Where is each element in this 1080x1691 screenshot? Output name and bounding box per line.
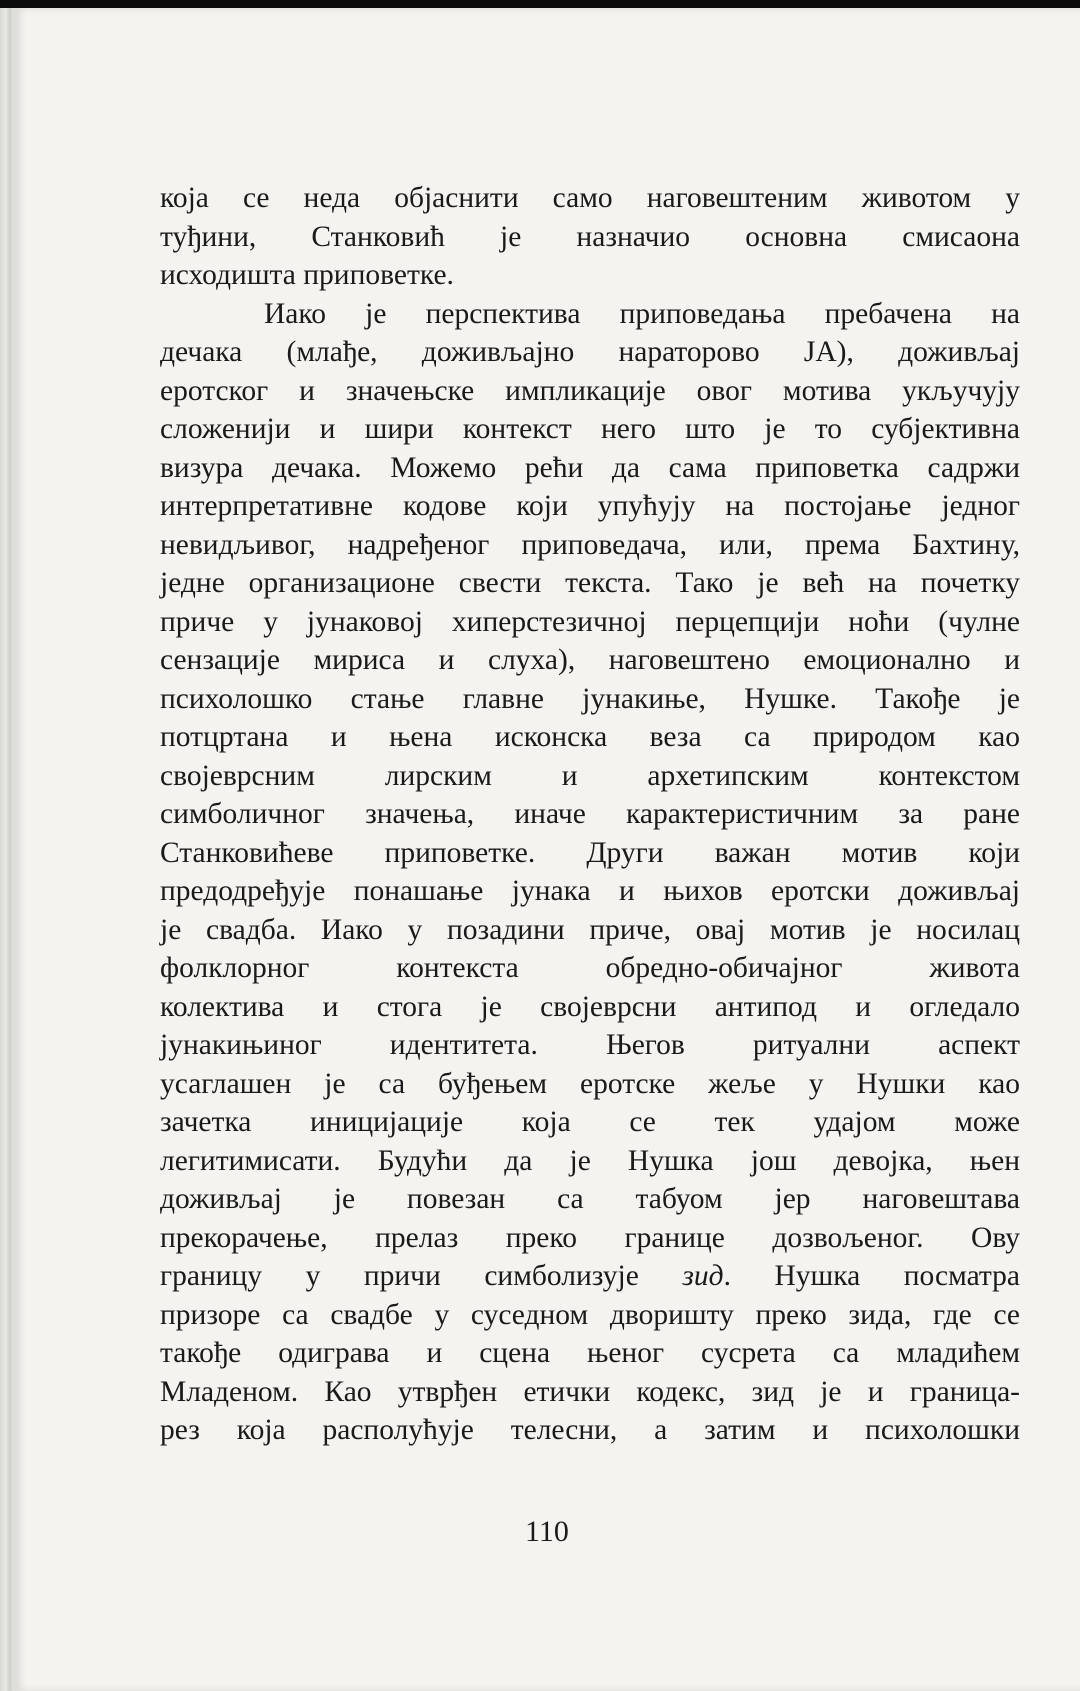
text-line: визура дечака. Можемо рећи да сама приповетка садржи [160, 451, 1020, 484]
body-text [160, 179, 1020, 1450]
page-number: 110 [525, 1515, 569, 1548]
text-line: дечака (млађе, доживљајно нараторово ЈА), доживљај [160, 336, 1020, 368]
text-line: невидљивог, надређеног приповедача, или, према Бахтину, [160, 528, 1020, 561]
text-line: Иако је перспектива приповедања пребачена на [264, 297, 1020, 330]
book-page [14, 8, 1080, 1691]
text-line: исходишта приповетке. [160, 259, 454, 291]
page-edge [0, 8, 14, 1691]
text-line: зачетка иницијације која се тек удајом може [160, 1106, 1020, 1138]
text-line: једне организационе свести текста. Тако је већ на почетку [160, 567, 1020, 599]
text-line: легитимисати. Будући да је Нушка још девојка, њен [160, 1144, 1020, 1177]
text-line: приче у јунаковој хиперстезичној перцепцији ноћи (чулне [160, 605, 1020, 638]
text-line: предодређује понашање јунака и њихов еротски доживљај [160, 875, 1020, 907]
text-line: која се неда објаснити само наговештеним животом у [160, 182, 1020, 214]
text-line: такође одиграва и сцена њеног сусрета са младићем [160, 1337, 1020, 1369]
text-line: еротског и значењске импликације овог мотива укључују [160, 374, 1020, 407]
text-line: јунакињиног идентитета. Његов ритуални аспект [160, 1029, 1020, 1061]
text-line: рез која располућује телесни, а затим и психолошки [160, 1414, 1020, 1446]
text-line: психолошко стање главне јунакиње, Нушке. Такође је [160, 682, 1020, 715]
text-line: интерпретативне кодове који упућују на постојање једног [160, 490, 1020, 522]
text-line: прекорачење, прелаз преко границе дозвољеног. Ову [160, 1221, 1020, 1254]
text-line: колектива и стога је својеврсни антипод и огледало [160, 990, 1020, 1023]
text-line: туђини, Станковић је назначио основна смисаона [160, 220, 1020, 253]
text-line: је свадба. Иако у позадини приче, овај мотив је носилац [160, 913, 1020, 946]
text-line: сложенији и шири контекст него што је то субјективна [160, 413, 1020, 445]
text-line: усаглашен је са буђењем еротске жеље у Нушки као [160, 1067, 1020, 1100]
text-line: симболичног значења, иначе карактеристичним за ране [160, 798, 1020, 830]
text-line: фолклорног контекста обредно-обичајног живота [160, 952, 1020, 984]
text-line: Станковићеве приповетке. Други важан мотив који [160, 836, 1020, 869]
text-before-zid: границу у причи симболизује [160, 1260, 639, 1292]
text-line: Младеном. Као утврђен етички кодекс, зид је и граница- [160, 1375, 1020, 1408]
text-after-zid: . Нушка посматра [723, 1260, 1020, 1292]
italic-word-zid: зид [682, 1260, 724, 1292]
text-line-zid [160, 1257, 1020, 1296]
text-line: сензације мириса и слуха), наговештено емоционално и [160, 644, 1020, 676]
text-line: потцртана и њена исконска веза са природом као [160, 721, 1020, 753]
text-line: призоре са свадбе у суседном дворишту преко зида, где се [160, 1298, 1020, 1331]
text-line: својеврсним лирским и архетипским контекстом [160, 759, 1020, 792]
text-line: доживљај је повезан са табуом јер наговештава [160, 1183, 1020, 1215]
